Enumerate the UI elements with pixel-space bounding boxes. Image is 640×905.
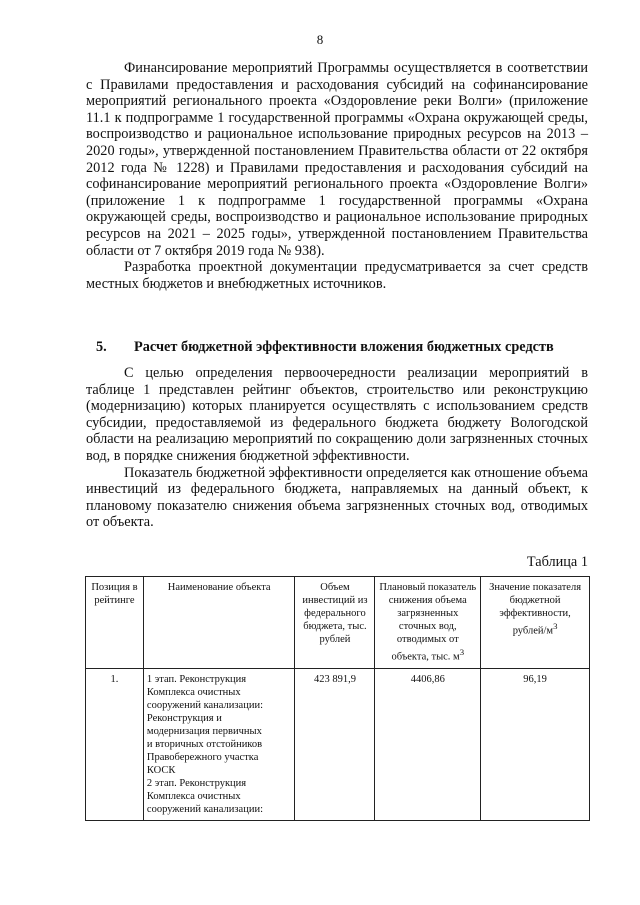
object-name-line: Правобережного участка [146,751,259,763]
header-object-name: Наименование объекта [143,577,295,669]
section-title: Расчет бюджетной эффективности вложения бюджетных средств [134,339,554,355]
superscript-cubic: 3 [459,647,465,657]
object-name-line: КОСК [146,764,176,776]
table-caption: Таблица 1 [526,554,588,570]
rating-table [85,576,590,821]
object-name-line: сооружений канализации: [146,699,263,711]
cell-efficiency: 96,19 [481,668,590,820]
superscript-cubic: 3 [553,621,558,631]
cell-object-name [143,668,295,820]
paragraph-rating: С целью определения первоочередности реализации мероприятий в таблице 1 представлен рейтинг объектов, строительство или реконструкцию (модернизацию) которых планируется осуществлять с использованием средств субсидии, предоставляемой из федерального бюджета бюджету Вологодской области на реализацию мероприятий по сокращению доли загрязненных сточных вод, в порядке снижения бюджетной эффективности. [86,365,588,464]
page-number: 8 [316,32,324,47]
section-heading [86,339,588,356]
header-investment: Объем инвестиций из федерального бюджета, тыс. рублей [295,577,375,669]
paragraph-design: Разработка проектной документации предусматривается за счет средств местных бюджетов и внебюджетных источников. [86,259,588,292]
object-name-line: Комплекса очистных [146,686,241,698]
header-efficiency-text: Значение показателя бюджетной эффективности, рублей/м [489,582,582,637]
rating-text-block [86,365,588,531]
object-name-line: Комплекса очистных [146,790,241,802]
funding-text-block [86,60,588,292]
object-name-line: Реконструкция и [146,712,222,724]
table-row [86,668,590,820]
cell-reduction: 4406,86 [375,668,481,820]
paragraph-indicator: Показатель бюджетной эффективности определяется как отношение объема инвестиций из федерального бюджета, направляемых на данный объект, к плановому показателю снижения объема загрязненных сточных вод, отводимых от объекта. [86,464,589,531]
header-position: Позиция в рейтинге [86,577,144,669]
object-name-line: сооружений канализации: [146,803,263,815]
table-header-row [86,577,590,669]
object-name-line: 1 этап. Реконструкция [146,673,247,685]
object-name-line: 2 этап. Реконструкция [146,777,247,789]
object-name-line: и вторичных отстойников [146,738,263,750]
object-name-line: модернизация первичных [146,725,262,737]
header-reduction [375,577,481,669]
cell-position: 1. [86,668,144,820]
cell-investment: 423 891,9 [295,668,375,820]
header-reduction-text: Плановый показатель снижения объема загрязненных сточных вод, отводимых от объекта, тыс. м [379,582,477,663]
header-efficiency [481,577,590,669]
paragraph-funding: Финансирование мероприятий Программы осуществляется в соответствии с Правилами предоставления и расходования субсидий на софинансирование мероприятий регионального проекта «Оздоровление реки Волги» (приложение 11.1 к подпрограмме 1 государственной программы «Охрана окружающей среды, воспроизводство и рациональное использование природных ресурсов на 2013 – 2020 годы», утвержденной постановлением Правительства области от 22 октября 2012 года № 1228) и Правилами предоставления и расходования субсидий на софинансирование мероприятий регионального проекта «Оздоровление Волги» (приложение 1 к подпрограмме 1 государственной программы «Охрана окружающей среды, воспроизводство и рациональное использование природных ресурсов на 2021 – 2025 годы», утвержденной постановлением Правительства области от 7 октября 2019 года № 938). [86,60,588,259]
section-number: 5. [96,339,107,355]
